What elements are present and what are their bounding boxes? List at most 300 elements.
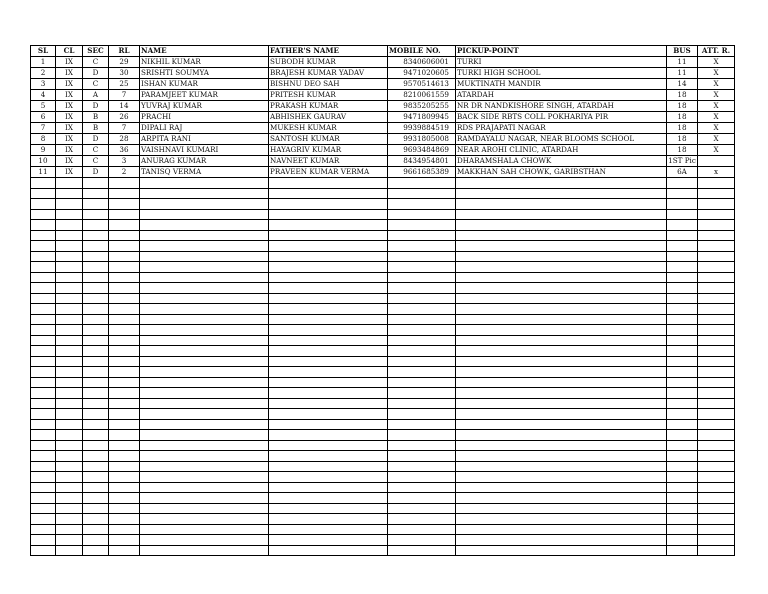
cell-mobile: 8210061559 — [388, 90, 456, 101]
cell-sec: D — [83, 167, 109, 178]
empty-cell — [83, 356, 109, 367]
empty-cell — [269, 535, 388, 546]
empty-cell — [109, 482, 140, 493]
empty-cell — [83, 314, 109, 325]
cell-father: BISHNU DEO SAH — [269, 79, 388, 90]
empty-cell — [56, 188, 83, 199]
cell-sl: 1 — [31, 57, 56, 68]
empty-cell — [698, 398, 735, 409]
empty-cell — [667, 409, 698, 420]
empty-cell — [31, 451, 56, 462]
empty-cell — [667, 209, 698, 220]
cell-sl: 2 — [31, 68, 56, 79]
empty-cell — [56, 356, 83, 367]
empty-cell — [83, 262, 109, 273]
cell-pickup: BACK SIDE RBTS COLL POKHARIYA PIR — [456, 112, 667, 123]
empty-cell — [667, 482, 698, 493]
empty-row — [31, 545, 735, 556]
empty-cell — [269, 188, 388, 199]
empty-cell — [667, 503, 698, 514]
empty-cell — [31, 472, 56, 483]
empty-cell — [31, 241, 56, 252]
empty-cell — [83, 346, 109, 357]
cell-rl: 28 — [109, 134, 140, 145]
cell-mobile: 9471020605 — [388, 68, 456, 79]
empty-cell — [698, 440, 735, 451]
empty-cell — [31, 304, 56, 315]
empty-cell — [269, 262, 388, 273]
empty-cell — [83, 503, 109, 514]
cell-cl: IX — [56, 90, 83, 101]
cell-sec: D — [83, 68, 109, 79]
empty-cell — [456, 304, 667, 315]
empty-cell — [269, 440, 388, 451]
cell-mobile: 9471809945 — [388, 112, 456, 123]
empty-cell — [456, 283, 667, 294]
empty-row — [31, 346, 735, 357]
empty-cell — [56, 482, 83, 493]
empty-cell — [269, 409, 388, 420]
empty-cell — [140, 325, 269, 336]
empty-cell — [269, 545, 388, 556]
empty-cell — [56, 241, 83, 252]
empty-cell — [269, 335, 388, 346]
cell-father: NAVNEET KUMAR — [269, 156, 388, 167]
header-att: ATT. R. — [698, 46, 735, 57]
empty-cell — [56, 430, 83, 441]
empty-cell — [56, 199, 83, 210]
empty-cell — [269, 419, 388, 430]
empty-cell — [667, 451, 698, 462]
cell-name: ISHAN KUMAR — [140, 79, 269, 90]
table-row — [31, 156, 735, 167]
cell-att: X — [698, 101, 735, 112]
empty-row — [31, 472, 735, 483]
empty-cell — [31, 262, 56, 273]
cell-rl: 7 — [109, 90, 140, 101]
cell-father: BRAJESH KUMAR YADAV — [269, 68, 388, 79]
empty-cell — [698, 346, 735, 357]
empty-cell — [456, 262, 667, 273]
cell-att: X — [698, 79, 735, 90]
header-bus: BUS — [667, 46, 698, 57]
table-body — [31, 57, 735, 556]
empty-cell — [109, 514, 140, 525]
empty-cell — [269, 230, 388, 241]
empty-cell — [698, 251, 735, 262]
cell-mobile: 9570514613 — [388, 79, 456, 90]
empty-cell — [140, 377, 269, 388]
empty-cell — [83, 472, 109, 483]
empty-cell — [667, 230, 698, 241]
empty-cell — [698, 209, 735, 220]
empty-cell — [31, 367, 56, 378]
empty-cell — [31, 377, 56, 388]
empty-cell — [31, 461, 56, 472]
empty-cell — [269, 241, 388, 252]
empty-cell — [31, 535, 56, 546]
empty-cell — [388, 178, 456, 189]
cell-cl: IX — [56, 167, 83, 178]
empty-cell — [83, 514, 109, 525]
empty-cell — [56, 388, 83, 399]
empty-cell — [456, 482, 667, 493]
empty-cell — [667, 220, 698, 231]
empty-cell — [388, 409, 456, 420]
cell-cl: IX — [56, 57, 83, 68]
empty-cell — [667, 535, 698, 546]
empty-cell — [31, 314, 56, 325]
cell-father: ABHISHEK GAURAV — [269, 112, 388, 123]
cell-pickup: RDS PRAJAPATI NAGAR — [456, 123, 667, 134]
cell-mobile: 8340606001 — [388, 57, 456, 68]
cell-pickup: TURKI HIGH SCHOOL — [456, 68, 667, 79]
empty-row — [31, 493, 735, 504]
empty-cell — [83, 199, 109, 210]
empty-cell — [109, 304, 140, 315]
empty-cell — [456, 440, 667, 451]
empty-cell — [667, 314, 698, 325]
empty-cell — [388, 230, 456, 241]
empty-cell — [56, 367, 83, 378]
empty-cell — [83, 440, 109, 451]
empty-cell — [31, 524, 56, 535]
empty-cell — [31, 272, 56, 283]
empty-cell — [56, 514, 83, 525]
cell-bus: 18 — [667, 134, 698, 145]
empty-cell — [83, 545, 109, 556]
empty-cell — [456, 241, 667, 252]
empty-cell — [388, 472, 456, 483]
empty-cell — [56, 335, 83, 346]
empty-cell — [140, 346, 269, 357]
empty-cell — [31, 482, 56, 493]
empty-cell — [388, 356, 456, 367]
empty-cell — [388, 535, 456, 546]
cell-pickup: NEAR AROHI CLINIC, ATARDAH — [456, 145, 667, 156]
empty-cell — [456, 535, 667, 546]
empty-cell — [388, 451, 456, 462]
cell-rl: 7 — [109, 123, 140, 134]
empty-cell — [269, 461, 388, 472]
cell-cl: IX — [56, 123, 83, 134]
empty-cell — [31, 293, 56, 304]
empty-cell — [31, 493, 56, 504]
empty-cell — [31, 188, 56, 199]
cell-sec: B — [83, 123, 109, 134]
empty-cell — [109, 314, 140, 325]
cell-mobile: 9931805008 — [388, 134, 456, 145]
empty-cell — [456, 251, 667, 262]
empty-cell — [140, 367, 269, 378]
empty-cell — [667, 356, 698, 367]
empty-cell — [56, 209, 83, 220]
empty-cell — [140, 472, 269, 483]
empty-cell — [83, 430, 109, 441]
empty-cell — [269, 472, 388, 483]
empty-cell — [667, 388, 698, 399]
empty-row — [31, 398, 735, 409]
empty-cell — [456, 356, 667, 367]
empty-cell — [140, 356, 269, 367]
empty-cell — [698, 314, 735, 325]
empty-cell — [140, 251, 269, 262]
cell-name: VAISHNAVI KUMARI — [140, 145, 269, 156]
empty-cell — [83, 461, 109, 472]
empty-cell — [109, 451, 140, 462]
cell-bus: 14 — [667, 79, 698, 90]
empty-cell — [698, 178, 735, 189]
empty-cell — [456, 209, 667, 220]
empty-cell — [388, 251, 456, 262]
empty-cell — [109, 367, 140, 378]
cell-rl: 3 — [109, 156, 140, 167]
empty-cell — [388, 262, 456, 273]
empty-row — [31, 503, 735, 514]
empty-cell — [56, 220, 83, 231]
empty-cell — [31, 419, 56, 430]
empty-row — [31, 377, 735, 388]
empty-row — [31, 188, 735, 199]
cell-father: SUBODH KUMAR — [269, 57, 388, 68]
empty-cell — [56, 293, 83, 304]
cell-father: PRAVEEN KUMAR VERMA — [269, 167, 388, 178]
empty-cell — [56, 230, 83, 241]
empty-cell — [56, 283, 83, 294]
empty-cell — [83, 419, 109, 430]
empty-cell — [698, 503, 735, 514]
cell-pickup: MUKTINATH MANDIR — [456, 79, 667, 90]
empty-cell — [667, 377, 698, 388]
empty-cell — [140, 230, 269, 241]
empty-cell — [31, 178, 56, 189]
empty-cell — [456, 545, 667, 556]
header-sec: SEC — [83, 46, 109, 57]
empty-cell — [456, 230, 667, 241]
cell-sl: 4 — [31, 90, 56, 101]
empty-cell — [698, 472, 735, 483]
cell-att: X — [698, 68, 735, 79]
empty-cell — [269, 325, 388, 336]
empty-cell — [456, 314, 667, 325]
empty-cell — [269, 272, 388, 283]
header-name: NAME — [140, 46, 269, 57]
cell-sec: D — [83, 101, 109, 112]
cell-att: X — [698, 123, 735, 134]
empty-cell — [456, 398, 667, 409]
empty-cell — [456, 220, 667, 231]
empty-cell — [83, 388, 109, 399]
cell-father: MUKESH KUMAR — [269, 123, 388, 134]
empty-cell — [698, 241, 735, 252]
cell-cl: IX — [56, 112, 83, 123]
cell-name: SRISHTI SOUMYA — [140, 68, 269, 79]
empty-cell — [269, 398, 388, 409]
empty-cell — [83, 325, 109, 336]
empty-cell — [109, 377, 140, 388]
empty-cell — [667, 514, 698, 525]
empty-cell — [456, 409, 667, 420]
cell-bus: 1ST Pic — [668, 156, 696, 165]
cell-mobile: 8434954801 — [388, 156, 456, 167]
header-mobile: MOBILE NO. — [388, 46, 456, 57]
cell-sec: A — [83, 90, 109, 101]
empty-row — [31, 262, 735, 273]
empty-cell — [56, 178, 83, 189]
cell-pickup: DHARAMSHALA CHOWK — [456, 156, 667, 167]
empty-cell — [667, 199, 698, 210]
empty-row — [31, 524, 735, 535]
cell-pickup: ATARDAH — [456, 90, 667, 101]
empty-cell — [109, 388, 140, 399]
empty-row — [31, 272, 735, 283]
empty-cell — [269, 514, 388, 525]
empty-row — [31, 251, 735, 262]
empty-cell — [667, 293, 698, 304]
empty-cell — [56, 409, 83, 420]
empty-cell — [388, 314, 456, 325]
empty-cell — [269, 367, 388, 378]
cell-att: X — [698, 145, 735, 156]
empty-cell — [140, 482, 269, 493]
empty-cell — [388, 461, 456, 472]
empty-cell — [140, 220, 269, 231]
empty-cell — [140, 503, 269, 514]
empty-cell — [698, 262, 735, 273]
cell-pickup: MAKKHAN SAH CHOWK, GARIBSTHAN — [456, 167, 667, 178]
empty-row — [31, 199, 735, 210]
empty-cell — [140, 283, 269, 294]
table-row — [31, 68, 735, 79]
empty-cell — [698, 220, 735, 231]
empty-cell — [698, 524, 735, 535]
empty-cell — [698, 388, 735, 399]
empty-cell — [31, 220, 56, 231]
empty-cell — [83, 293, 109, 304]
empty-cell — [31, 209, 56, 220]
empty-cell — [698, 272, 735, 283]
empty-cell — [83, 220, 109, 231]
empty-cell — [56, 461, 83, 472]
empty-cell — [31, 346, 56, 357]
empty-row — [31, 335, 735, 346]
empty-cell — [269, 493, 388, 504]
empty-cell — [698, 325, 735, 336]
empty-cell — [667, 178, 698, 189]
cell-sl: 5 — [31, 101, 56, 112]
table-row — [31, 167, 735, 178]
empty-cell — [456, 367, 667, 378]
cell-cl: IX — [56, 134, 83, 145]
empty-cell — [269, 199, 388, 210]
empty-cell — [269, 220, 388, 231]
empty-row — [31, 293, 735, 304]
header-cl: CL — [56, 46, 83, 57]
empty-cell — [56, 493, 83, 504]
empty-cell — [667, 461, 698, 472]
empty-cell — [56, 377, 83, 388]
cell-cl: IX — [56, 101, 83, 112]
empty-row — [31, 419, 735, 430]
empty-cell — [388, 283, 456, 294]
empty-cell — [56, 545, 83, 556]
empty-cell — [388, 377, 456, 388]
empty-cell — [140, 314, 269, 325]
empty-cell — [31, 335, 56, 346]
table-row — [31, 123, 735, 134]
empty-cell — [269, 482, 388, 493]
empty-cell — [109, 419, 140, 430]
student-transport-table — [30, 45, 735, 556]
empty-cell — [140, 409, 269, 420]
cell-sec: C — [83, 57, 109, 68]
cell-name: NIKHIL KUMAR — [140, 57, 269, 68]
empty-cell — [269, 388, 388, 399]
empty-cell — [31, 545, 56, 556]
empty-cell — [109, 398, 140, 409]
empty-cell — [56, 472, 83, 483]
empty-cell — [388, 199, 456, 210]
cell-mobile: 9693484869 — [388, 145, 456, 156]
cell-sec: C — [83, 79, 109, 90]
empty-cell — [109, 493, 140, 504]
empty-cell — [456, 188, 667, 199]
empty-cell — [56, 346, 83, 357]
header-pickup: PICKUP-POINT — [456, 46, 667, 57]
cell-cl: IX — [56, 79, 83, 90]
empty-cell — [698, 493, 735, 504]
empty-cell — [109, 545, 140, 556]
empty-cell — [698, 545, 735, 556]
empty-cell — [269, 283, 388, 294]
empty-cell — [140, 514, 269, 525]
empty-cell — [667, 430, 698, 441]
empty-cell — [56, 398, 83, 409]
empty-cell — [667, 524, 698, 535]
empty-cell — [83, 524, 109, 535]
empty-cell — [456, 472, 667, 483]
cell-father: PRITESH KUMAR — [269, 90, 388, 101]
empty-cell — [667, 472, 698, 483]
cell-pickup: RAMDAYALU NAGAR, NEAR BLOOMS SCHOOL — [456, 134, 667, 145]
empty-cell — [83, 178, 109, 189]
empty-cell — [388, 272, 456, 283]
empty-cell — [83, 493, 109, 504]
empty-row — [31, 314, 735, 325]
empty-cell — [31, 230, 56, 241]
empty-row — [31, 209, 735, 220]
header-sl: SL — [31, 46, 56, 57]
empty-cell — [456, 272, 667, 283]
empty-cell — [56, 325, 83, 336]
cell-father: PRAKASH KUMAR — [269, 101, 388, 112]
empty-cell — [140, 535, 269, 546]
empty-cell — [667, 419, 698, 430]
empty-cell — [109, 293, 140, 304]
empty-cell — [698, 283, 735, 294]
empty-cell — [667, 325, 698, 336]
cell-name: TANISQ VERMA — [140, 167, 269, 178]
empty-cell — [667, 241, 698, 252]
cell-sl: 3 — [31, 79, 56, 90]
empty-cell — [456, 493, 667, 504]
empty-cell — [698, 377, 735, 388]
empty-cell — [269, 503, 388, 514]
empty-cell — [31, 199, 56, 210]
empty-cell — [140, 451, 269, 462]
empty-cell — [140, 209, 269, 220]
empty-cell — [109, 503, 140, 514]
